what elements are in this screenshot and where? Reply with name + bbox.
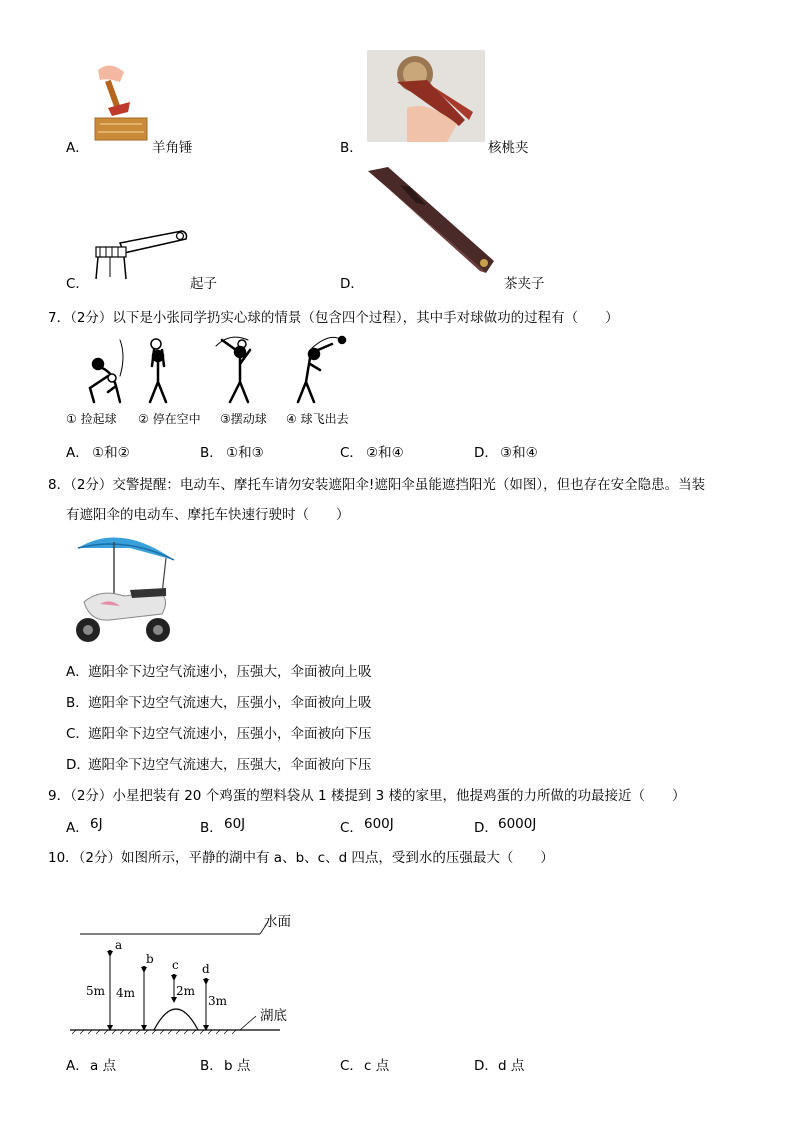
q10-option-a-text: a 点 [90, 1058, 117, 1074]
point-c-label: c [172, 958, 179, 972]
q7-option-c-letter[interactable]: C． [340, 445, 363, 461]
option-b-letter[interactable]: B． [340, 140, 363, 156]
question-10-stem: 10．（2分）如图所示，平静的湖中有 a、b、c、d 四点，受到水的压强最大（ ） [48, 850, 554, 866]
q9-option-a-letter[interactable]: A． [66, 820, 89, 836]
figure-caption-2: ② 停在空中 [138, 412, 201, 426]
q10-option-d-letter[interactable]: D． [474, 1058, 498, 1074]
q8-option-d-letter[interactable]: D． [66, 757, 90, 773]
scooter-umbrella-image [70, 530, 180, 646]
q9-option-d-text: 6000J [498, 816, 537, 832]
q9-option-b-letter[interactable]: B． [200, 820, 223, 836]
tea-tongs-image [360, 165, 500, 277]
q8-option-c-letter[interactable]: C． [66, 726, 89, 742]
height-d-label: 3m [208, 994, 228, 1008]
q8-option-d-text: 遮阳伞下边空气流速大，压强大，伞面被向下压 [88, 757, 372, 773]
q9-option-a-text: 6J [90, 816, 103, 832]
option-b-caption: 核桃夹 [488, 140, 529, 156]
question-7-stem: 7．（2分）以下是小张同学扔实心球的情景（包含四个过程），其中手对球做功的过程有（ ） [48, 310, 619, 326]
question-8-stem-line1: 8．（2分）交警提醒：电动车、摩托车请勿安装遮阳伞!遮阳伞虽能遮挡阳光（如图），但也存在安全隐患。当装 [48, 477, 706, 493]
q7-option-d-letter[interactable]: D． [474, 445, 498, 461]
q8-option-c-text: 遮阳伞下边空气流速小，压强小，伞面被向下压 [88, 726, 372, 742]
shot-put-figures [80, 336, 370, 408]
height-a-label: 5m [86, 984, 106, 998]
q10-option-c-text: c 点 [364, 1058, 390, 1074]
figure-caption-3: ③摆动球 [220, 412, 267, 426]
question-8-stem-line2: 有遮阳伞的电动车、摩托车快速行驶时（ ） [66, 507, 350, 523]
q10-option-b-letter[interactable]: B． [200, 1058, 223, 1074]
claw-hammer-image [90, 60, 150, 150]
figure-caption-1: ① 捡起球 [66, 412, 117, 426]
height-b-label: 4m [116, 986, 136, 1000]
q7-option-a-text: ①和② [92, 445, 130, 461]
q8-option-a-text: 遮阳伞下边空气流速小，压强大，伞面被向上吸 [88, 664, 372, 680]
q7-option-a-letter[interactable]: A． [66, 445, 89, 461]
q8-option-a-letter[interactable]: A． [66, 664, 89, 680]
q10-option-d-text: d 点 [498, 1058, 525, 1074]
point-b-label: b [146, 952, 154, 966]
q10-option-b-text: b 点 [224, 1058, 251, 1074]
option-d-caption: 茶夹子 [504, 276, 545, 292]
option-c-caption: 起子 [190, 276, 217, 292]
option-c-letter[interactable]: C． [66, 276, 89, 292]
lake-bottom-label: 湖底 [260, 1008, 287, 1024]
figure-caption-4: ④ 球飞出去 [286, 412, 349, 426]
option-a-caption: 羊角锤 [152, 140, 193, 156]
q7-option-b-text: ①和③ [226, 445, 264, 461]
q7-option-b-letter[interactable]: B． [200, 445, 223, 461]
question-9-stem: 9．（2分）小星把装有 20 个鸡蛋的塑料袋从 1 楼提到 3 楼的家里，他提鸡蛋的力所做的功最接近（ ） [48, 788, 686, 804]
q10-option-c-letter[interactable]: C． [340, 1058, 363, 1074]
water-surface-label: 水面 [264, 914, 291, 930]
q7-option-c-text: ②和④ [366, 445, 404, 461]
q8-option-b-letter[interactable]: B． [66, 695, 89, 711]
q9-option-d-letter[interactable]: D． [474, 820, 498, 836]
point-a-label: a [115, 938, 123, 952]
point-d-label: d [202, 962, 210, 976]
q9-option-c-text: 600J [364, 816, 394, 832]
q9-option-b-text: 60J [224, 816, 246, 832]
bottle-opener-image [90, 225, 190, 283]
walnut-cracker-image [367, 50, 485, 142]
q8-option-b-text: 遮阳伞下边空气流速大，压强小，伞面被向上吸 [88, 695, 372, 711]
height-c-label: 2m [176, 984, 196, 998]
q7-option-d-text: ③和④ [500, 445, 538, 461]
q10-option-a-letter[interactable]: A． [66, 1058, 89, 1074]
option-d-letter[interactable]: D． [340, 276, 364, 292]
option-a-letter[interactable]: A． [66, 140, 89, 156]
q9-option-c-letter[interactable]: C． [340, 820, 363, 836]
